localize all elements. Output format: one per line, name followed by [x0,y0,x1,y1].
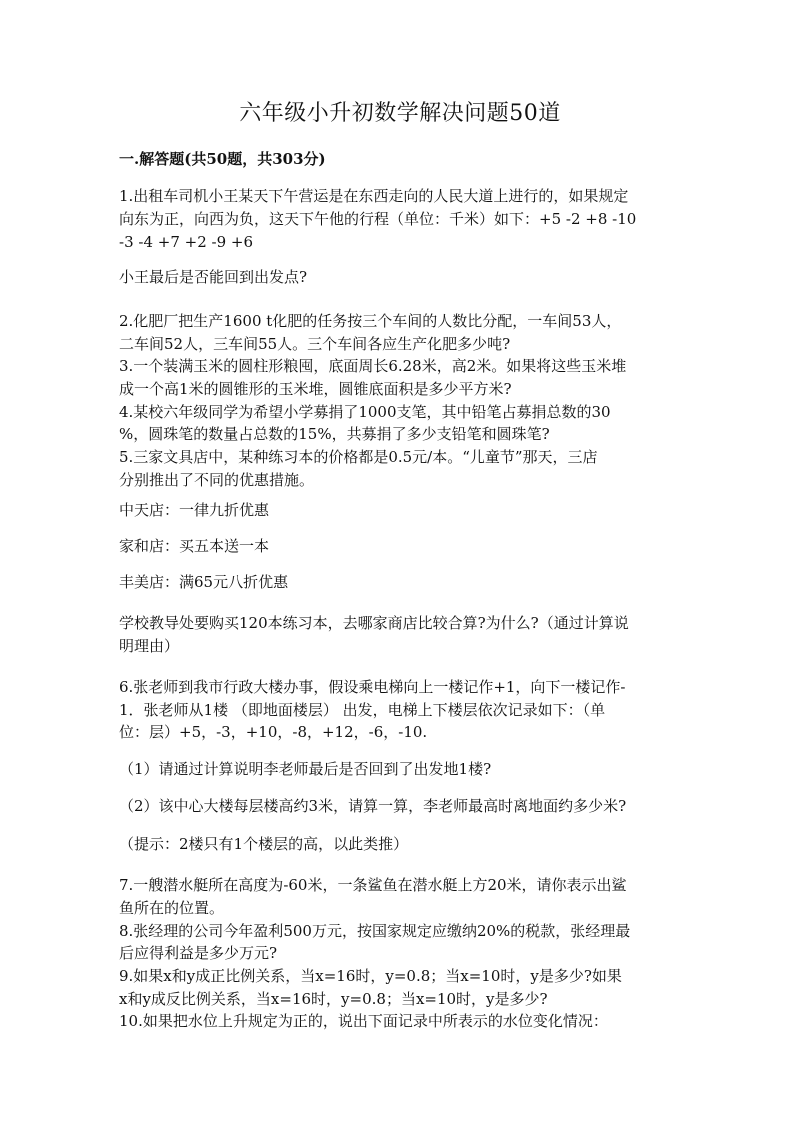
question-7-line-2: 鱼所在的位置。 [119,899,225,917]
question-1-line-3: -3 -4 +7 +2 -9 +6 [119,233,254,251]
question-4-line-2: %，圆珠笔的数量占总数的15%，共募捐了多少支铅笔和圆珠笔? [119,425,550,443]
question-5-option-fengmei: 丰美店：满65元八折优惠 [119,573,289,591]
question-6-part-1: （1）请通过计算说明李老师最后是否回到了出发地1楼? [119,760,492,778]
question-5-option-jiahe: 家和店：买五本送一本 [119,537,270,555]
question-2-line-1: 2.化肥厂把生产1600 t化肥的任务按三个车间的人数比分配，一车间53人， [119,312,622,330]
question-6-part-2: （2）该中心大楼每层楼高约3米，请算一算，李老师最高时离地面约多少米? [119,797,627,815]
question-9-line-1: 9.如果x和y成正比例关系，当x=16时，y=0.8；当x=10时，y是多少?如果 [119,967,622,985]
question-6-line-2: 1．张老师从1楼 （即地面楼层） 出发，电梯上下楼层依次记录如下：（单 [119,701,606,719]
section-heading: 一.解答题(共50题，共303分) [119,150,326,168]
question-8-line-1: 8.张经理的公司今年盈利500万元，按国家规定应缴纳20%的税款，张经理最 [119,922,631,940]
question-1-prompt: 小王最后是否能回到出发点? [119,268,308,286]
question-1-line-2: 向东为正，向西为负，这天下午他的行程（单位：千米）如下：+5 -2 +8 -10 [119,210,637,228]
question-5-prompt-line-2: 明理由） [119,637,180,655]
question-5-line-2: 分别推出了不同的优惠措施。 [119,471,315,489]
question-3-line-2: 成一个高1米的圆锥形的玉米堆，圆锥底面积是多少平方米? [119,380,512,398]
question-5-prompt-line-1: 学校教导处要购买120本练习本，去哪家商店比较合算?为什么?（通过计算说 [119,614,629,632]
question-7-line-1: 7.一艘潜水艇所在高度为-60米，一条鲨鱼在潜水艇上方20米，请你表示出鲨 [119,876,627,894]
question-6-line-3: 位：层）+5，-3，+10，-8，+12，-6，-10. [119,723,428,741]
question-6-line-1: 6.张老师到我市行政大楼办事，假设乘电梯向上一楼记作+1，向下一楼记作- [119,678,626,696]
question-2-line-2: 二车间52人，三车间55人。三个车间各应生产化肥多少吨? [119,335,511,353]
page-title: 六年级小升初数学解决问题50道 [239,101,561,126]
question-9-line-2: x和y成反比例关系，当x=16时，y=0.8；当x=10时，y是多少? [119,990,548,1008]
question-10-line-1: 10.如果把水位上升规定为正的，说出下面记录中所表示的水位变化情况： [119,1012,608,1030]
question-5-option-zhongtian: 中天店：一律九折优惠 [119,501,270,519]
question-1-line-1: 1.出租车司机小王某天下午营运是在东西走向的人民大道上进行的，如果规定 [119,187,629,205]
question-5-line-1: 5.三家文具店中，某种练习本的价格都是0.5元/本。“儿童节”那天，三店 [119,448,598,466]
question-6-hint: （提示：2楼只有1个楼层的高，以此类推） [119,835,409,853]
question-8-line-2: 后应得利益是多少万元? [119,944,278,962]
question-3-line-1: 3.一个装满玉米的圆柱形粮囤，底面周长6.28米，高2米。如果将这些玉米堆 [119,357,627,375]
question-4-line-1: 4.某校六年级同学为希望小学募捐了1000支笔，其中铅笔占募捐总数的30 [119,403,611,421]
